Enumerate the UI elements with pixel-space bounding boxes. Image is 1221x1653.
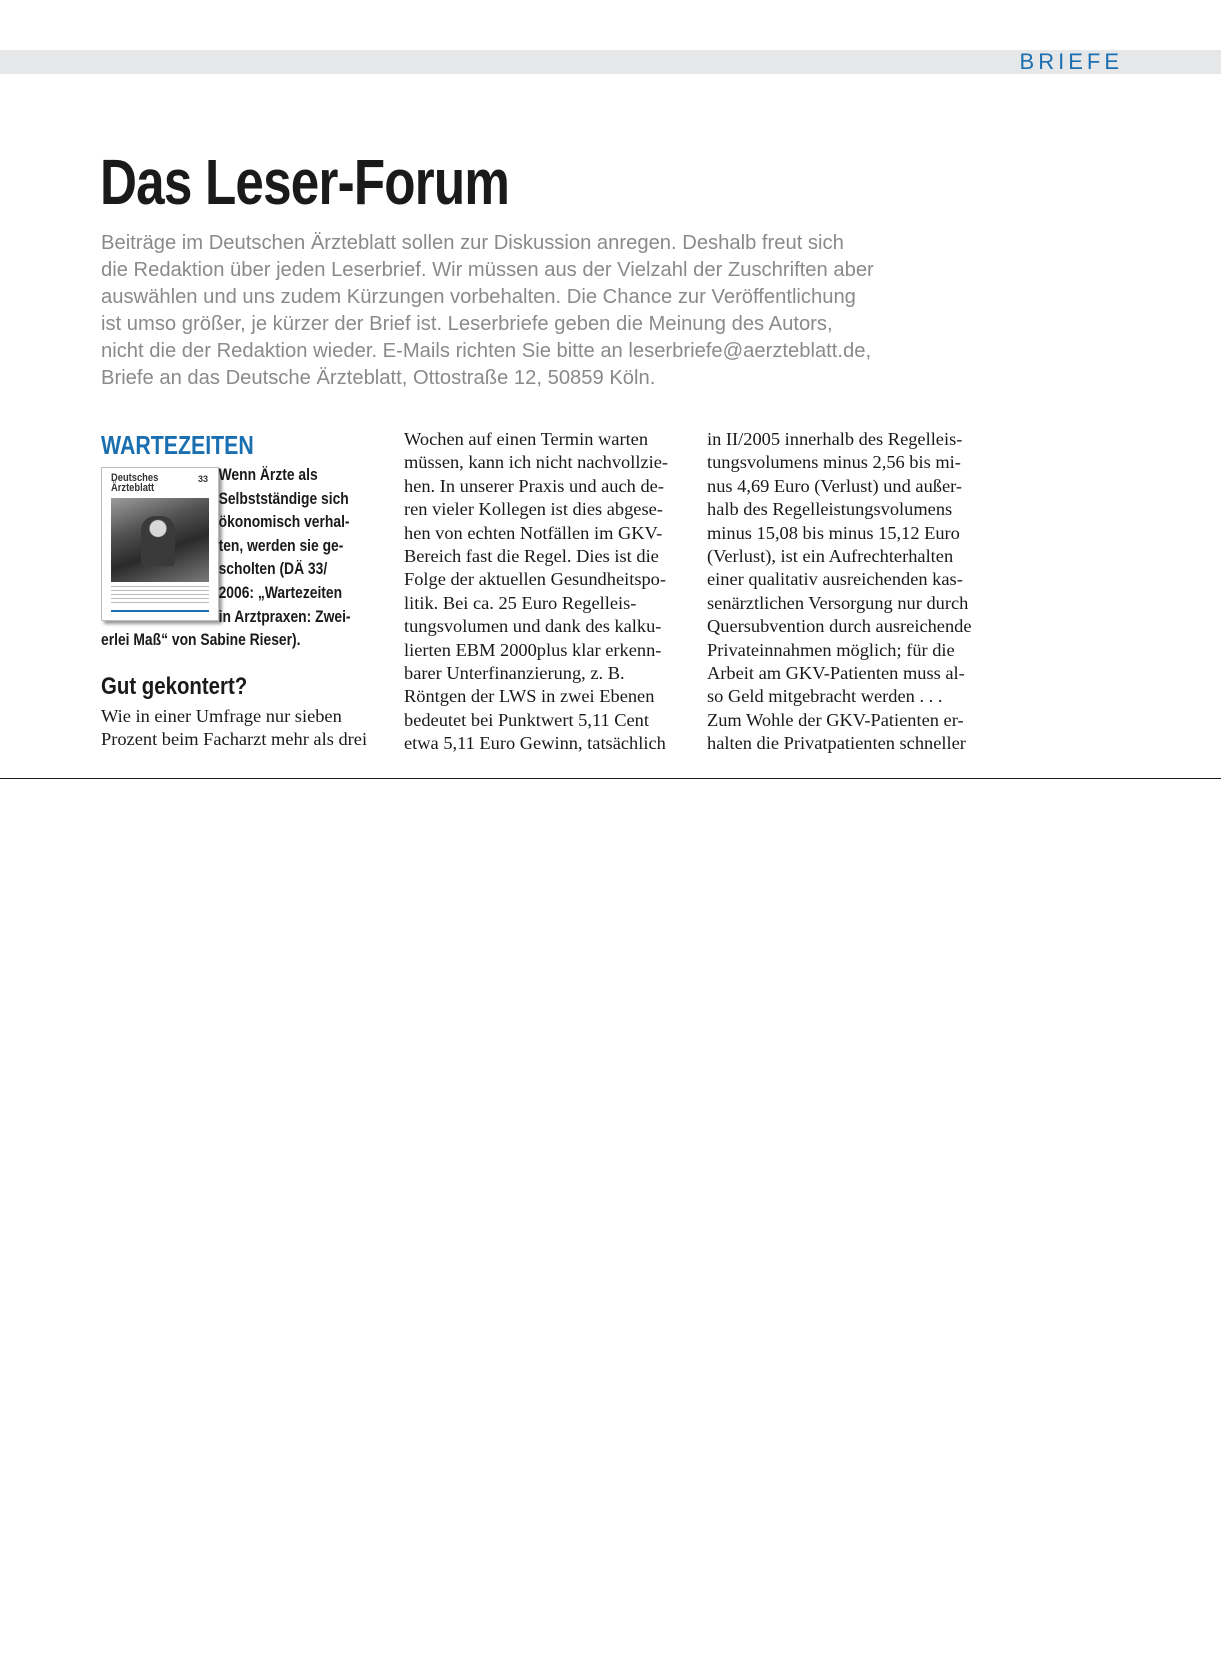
intro-line: Briefe an das Deutsche Ärzteblatt, Ottostraße 12, 50859 Köln. bbox=[101, 367, 656, 389]
reference-line: scholten (DÄ 33/ bbox=[218, 560, 328, 579]
body-line: hen von echten Notfällen im GKV- bbox=[404, 522, 663, 543]
intro-line: auswählen und uns zudem Kürzungen vorbehalten. Die Chance zur Veröffentlichung bbox=[101, 286, 856, 308]
body-line: minus 15,08 bis minus 15,12 Euro bbox=[707, 522, 960, 543]
cover-issue-number: 33 bbox=[197, 474, 208, 484]
letter-title: Gut gekontert? bbox=[101, 673, 248, 700]
body-line: Röntgen der LWS in zwei Ebenen bbox=[404, 686, 655, 707]
cover-title: Deutsches Ärzteblatt bbox=[111, 472, 159, 494]
reference-line: ten, werden sie ge- bbox=[218, 536, 344, 555]
intro-line: ist umso größer, je kürzer der Brief ist. Leserbriefe geben die Meinung des Autors, bbox=[101, 313, 833, 335]
article-column-2 bbox=[404, 430, 694, 756]
reference-line: Wenn Ärzte als bbox=[218, 466, 318, 484]
body-line: Wie in einer Umfrage nur sieben bbox=[101, 706, 342, 726]
body-line: Arbeit am GKV-Patienten muss al- bbox=[707, 663, 965, 684]
body-line: (Verlust), ist ein Aufrechterhalten bbox=[707, 546, 954, 567]
body-line: halten die Privatpatienten schneller bbox=[707, 733, 966, 754]
reference-text bbox=[101, 464, 391, 653]
article-column-1 bbox=[101, 430, 391, 752]
body-line: so Geld mitgebracht werden . . . bbox=[707, 686, 943, 707]
body-line: Folge der aktuellen Gesundheitspo- bbox=[404, 569, 667, 590]
body-line: hen. In unserer Praxis und auch de- bbox=[404, 475, 664, 496]
body-line: nus 4,69 Euro (Verlust) und außer- bbox=[707, 475, 962, 496]
reference-line: 2006: „Wartezeiten bbox=[218, 583, 343, 602]
body-line: lierten EBM 2000plus klar erkenn- bbox=[404, 639, 662, 660]
body-line: tungsvolumen und dank des kalku- bbox=[404, 616, 662, 637]
reference-line: in Arztpraxen: Zwei- bbox=[218, 607, 351, 626]
bottom-divider bbox=[0, 778, 1221, 779]
intro-line: nicht die der Redaktion wieder. E-Mails richten Sie bitte an leserbriefe@aerzteblatt.de, bbox=[101, 340, 872, 362]
body-line: tungsvolumens minus 2,56 bis mi- bbox=[707, 452, 961, 473]
intro-line: Beiträge im Deutschen Ärzteblatt sollen zur Diskussion anregen. Deshalb freut sich bbox=[101, 232, 844, 254]
body-line: ren vieler Kollegen ist dies abgese- bbox=[404, 499, 663, 520]
body-line: barer Unterfinanzierung, z. B. bbox=[404, 663, 625, 684]
body-line: müssen, kann ich nicht nachvollzie- bbox=[404, 452, 669, 473]
body-line: etwa 5,11 Euro Gewinn, tatsächlich bbox=[404, 733, 666, 754]
reference-line: Selbstständige sich bbox=[218, 489, 349, 508]
letter-body-continued bbox=[707, 428, 997, 756]
body-line: Wochen auf einen Termin warten bbox=[404, 429, 649, 449]
body-line: einer qualitativ ausreichenden kas- bbox=[707, 569, 963, 590]
body-line: litik. Bei ca. 25 Euro Regelleis- bbox=[404, 592, 637, 613]
body-line: Privateinnahmen möglich; für die bbox=[707, 639, 955, 660]
body-line: senärztlichen Versorgung nur durch bbox=[707, 592, 969, 613]
body-line: Quersubvention durch ausreichende bbox=[707, 616, 972, 637]
letter-body-start bbox=[101, 705, 391, 752]
reference-block bbox=[101, 464, 391, 650]
rubric-heading: WARTEZEITEN bbox=[101, 430, 254, 460]
letter-body-continued bbox=[404, 428, 694, 756]
article-column-3 bbox=[707, 430, 997, 756]
intro-paragraph bbox=[101, 230, 1001, 392]
intro-line: die Redaktion über jeden Leserbrief. Wir müssen aus der Vielzahl der Zuschriften aber bbox=[101, 259, 874, 281]
body-line: Prozent beim Facharzt mehr als drei bbox=[101, 729, 368, 750]
body-line: Bereich fast die Regel. Dies ist die bbox=[404, 546, 659, 567]
body-line: in II/2005 innerhalb des Regelleis- bbox=[707, 429, 963, 449]
body-line: halb des Regelleistungsvolumens bbox=[707, 499, 953, 520]
section-label: BRIEFE bbox=[1019, 49, 1123, 74]
body-line: Zum Wohle der GKV-Patienten er- bbox=[707, 709, 964, 730]
body-line: bedeutet bei Punktwert 5,11 Cent bbox=[404, 709, 649, 730]
page-title: Das Leser-Forum bbox=[100, 146, 510, 218]
reference-line: ökonomisch verhal- bbox=[218, 513, 350, 532]
reference-line: erlei Maß“ von Sabine Rieser). bbox=[101, 631, 301, 650]
